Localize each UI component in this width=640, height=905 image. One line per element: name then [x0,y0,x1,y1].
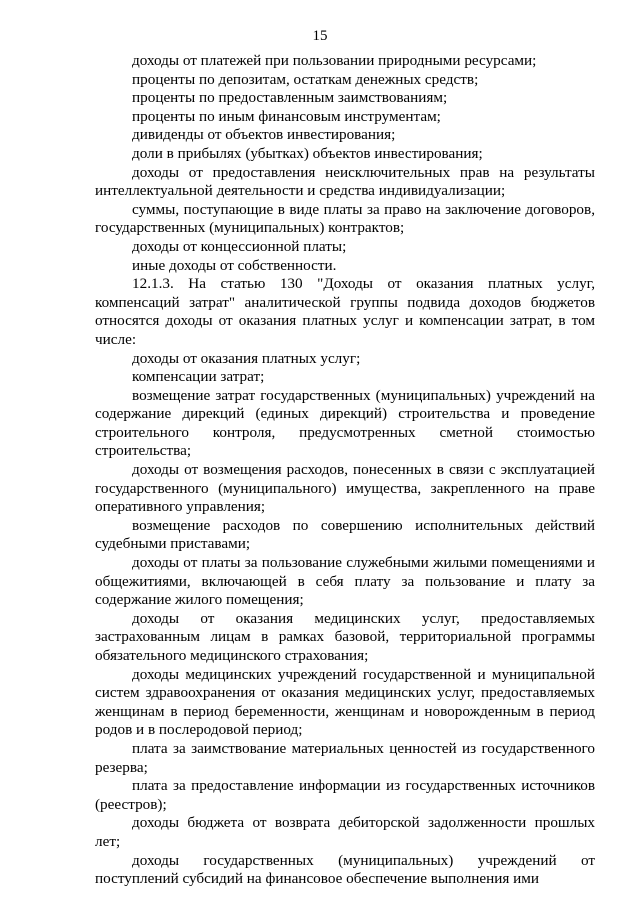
section-paragraph-12-1-3: 12.1.3. На статью 130 "Доходы от оказания платных услуг, компенсаций затрат" аналитической группы подвида доходов бюджетов относятся доходы от оказания платных услуг и компенсации затрат, в том числе: [95,275,595,348]
paragraph: доходы от возмещения расходов, понесенных в связи с эксплуатацией государственного (муниципального) имущества, закрепленного на праве оперативного управления; [95,461,595,516]
paragraph: доходы от оказания платных услуг; [132,349,361,367]
paragraph: доходы от оказания медицинских услуг, предоставляемых застрахованным лицам в рамках базовой, территориальной программы обязательного медицинского страхования; [95,609,595,664]
paragraph: доли в прибылях (убытках) объектов инвестирования; [132,144,483,162]
page-number: 15 [312,28,328,44]
paragraph: доходы от концессионной платы; [132,237,347,255]
paragraph: доходы медицинских учреждений государственной и муниципальной систем здравоохранения от оказания медицинских услуг, предоставляемых женщинам в период беременности, женщинам и новорожденным в период родов и в послеродовой период; [95,665,595,739]
paragraph: проценты по иным финансовым инструментам; [132,107,441,125]
paragraph: иные доходы от собственности. [132,256,337,274]
paragraph: доходы бюджета от возврата дебиторской задолженности прошлых лет; [95,814,595,850]
paragraph: доходы от платы за пользование служебными жилыми помещениями и общежитиями, включающей в себя плату за пользование и плату за содержание жилого помещения; [95,554,595,609]
paragraph: плата за предоставление информации из государственных источников (реестров); [95,777,595,813]
paragraph: возмещение затрат государственных (муниципальных) учреждений на содержание дирекций (единых дирекций) строительства и проведение строительного контроля, предусмотренных сметной стоимостью строительства; [95,386,595,460]
paragraph: доходы от платежей при пользовании природными ресурсами; [132,52,537,69]
paragraph: компенсации затрат; [132,368,265,386]
paragraph: доходы государственных (муниципальных) учреждений от поступлений субсидий на финансовое обеспечение выполнения ими [95,851,595,888]
document-body [95,52,595,889]
paragraph: проценты по депозитам, остаткам денежных средств; [132,70,479,88]
paragraph: возмещение расходов по совершению исполнительных действий судебными приставами; [95,516,595,553]
paragraph: проценты по предоставленным заимствованиям; [132,89,448,107]
paragraph: доходы от предоставления неисключительных прав на результаты интеллектуальной деятельности и средства индивидуализации; [95,163,595,200]
paragraph: суммы, поступающие в виде платы за право на заключение договоров, государственных (муниципальных) контрактов; [95,200,595,237]
paragraph: плата за заимствование материальных ценностей из государственного резерва; [95,739,595,776]
paragraph: дивиденды от объектов инвестирования; [132,126,396,144]
